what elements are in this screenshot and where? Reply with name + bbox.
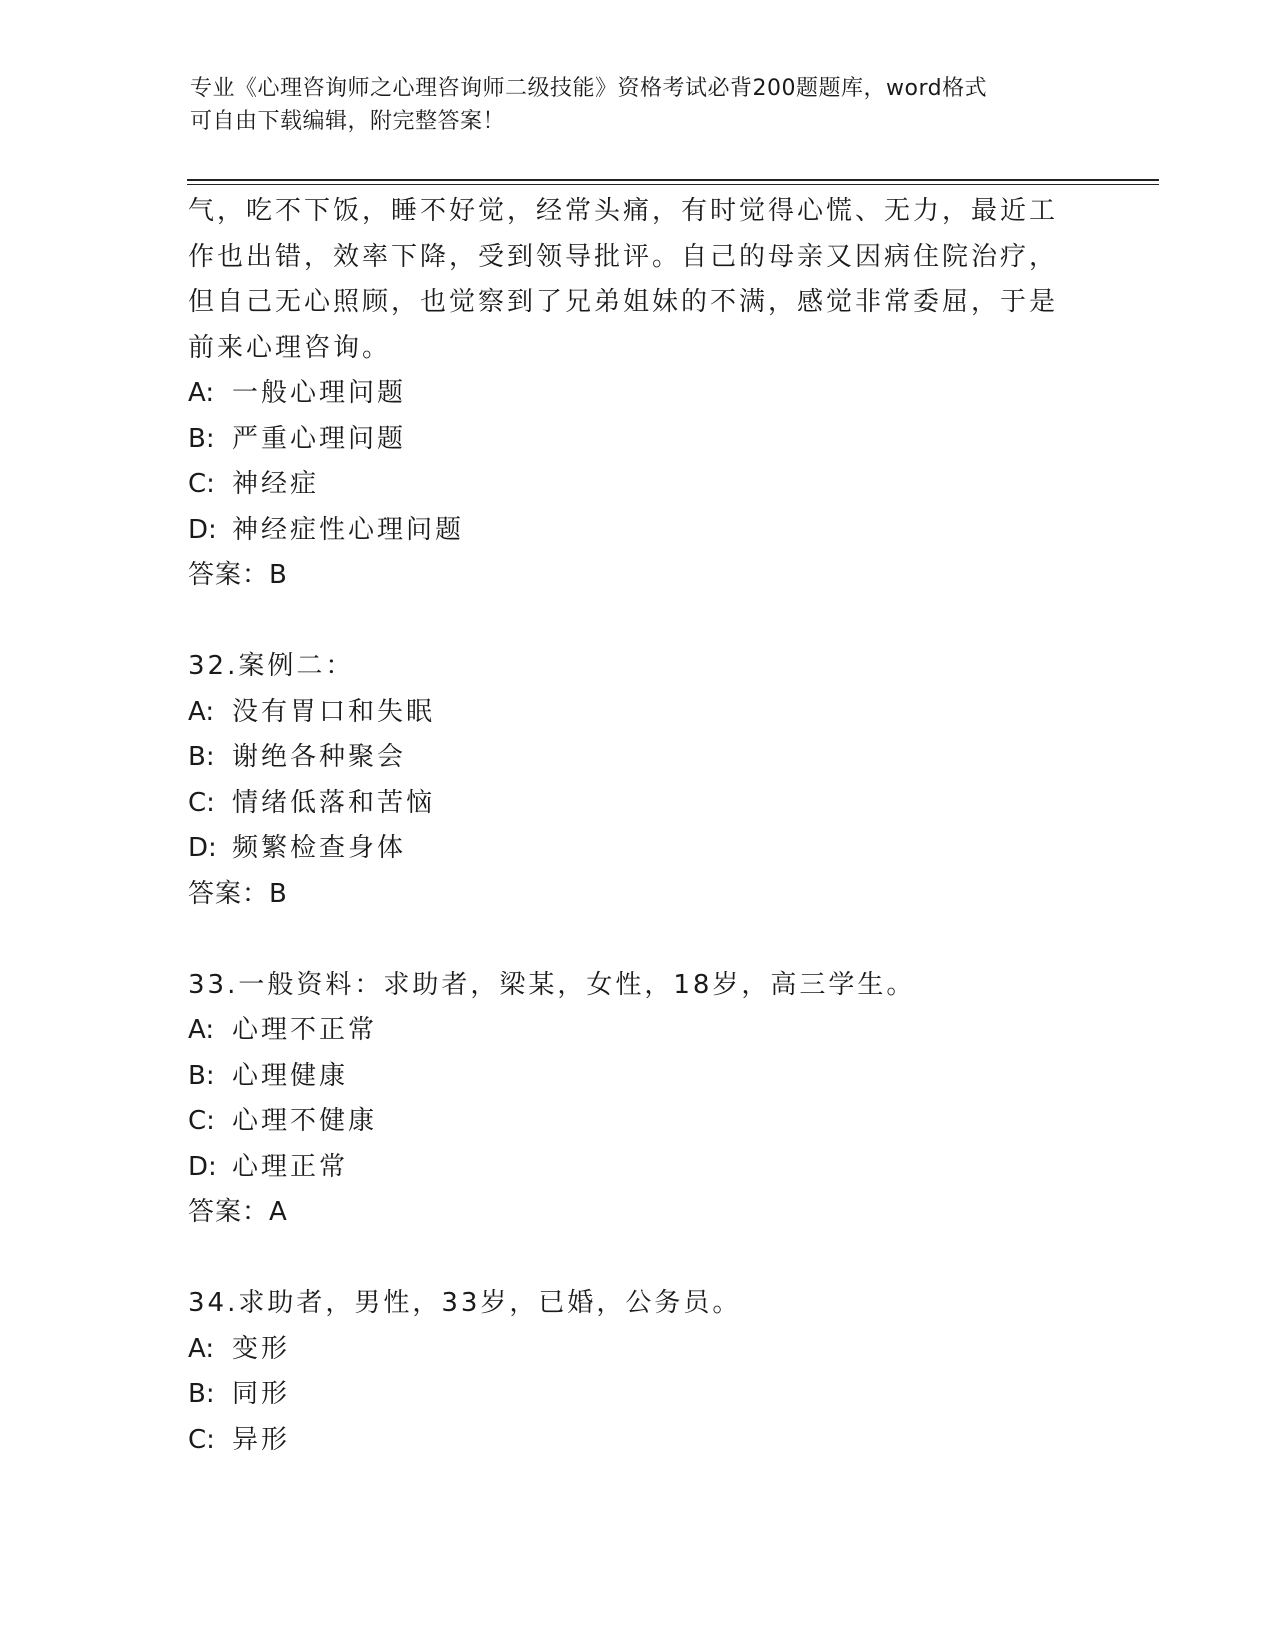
option-c (188, 462, 1088, 508)
option-text: 谢绝各种聚会 (232, 742, 407, 772)
option-letter: C: (188, 469, 215, 499)
option-letter: D: (188, 1151, 217, 1182)
option-c (188, 1099, 1088, 1145)
header-line-1: 专业《心理咨询师之心理咨询师二级技能》资格考试必背200题题库，word格式 (190, 76, 988, 101)
option-c (188, 1418, 1088, 1464)
header-line-2: 可自由下载编辑，附完整答案！ (190, 109, 506, 134)
option-a (188, 1327, 1088, 1373)
option-d (188, 1145, 1088, 1191)
option-letter: D: (188, 833, 217, 863)
option-text: 心理正常 (232, 1151, 349, 1182)
option-b (188, 735, 1088, 781)
option-letter: C: (188, 787, 215, 818)
option-letter: B: (188, 1060, 215, 1091)
option-text: 心理不正常 (232, 1015, 378, 1045)
option-text: 神经症性心理问题 (232, 514, 465, 545)
option-d (188, 826, 1088, 872)
option-b (188, 417, 1088, 463)
option-text: 心理健康 (232, 1060, 349, 1091)
option-d (188, 508, 1088, 554)
question-stem: 34.求助者，男性，33岁，已婚，公务员。 (188, 1288, 742, 1318)
option-letter: A: (188, 1015, 215, 1045)
option-text: 异形 (232, 1424, 291, 1455)
question-stem: 32.案例二： (188, 651, 355, 681)
option-letter: C: (188, 1106, 215, 1136)
option-text: 同形 (232, 1379, 291, 1409)
option-text: 频繁检查身体 (232, 833, 407, 863)
option-text: 一般心理问题 (232, 378, 407, 408)
stem-line: 气，吃不下饭，睡不好觉，经常头痛，有时觉得心慌、无力，最近工 (188, 196, 1059, 226)
option-text: 严重心理问题 (232, 423, 407, 454)
header-rule-thick (187, 179, 1159, 181)
answer-line: 答案：A (188, 1197, 288, 1227)
stem-line: 但自己无心照顾，也觉察到了兄弟姐妹的不满，感觉非常委屈，于是 (188, 287, 1059, 317)
header-rule-thin (187, 184, 1159, 185)
option-letter: A: (188, 696, 215, 727)
option-b (188, 1372, 1088, 1418)
document-header (190, 72, 1070, 138)
option-letter: B: (188, 742, 215, 772)
option-letter: B: (188, 1379, 215, 1409)
option-text: 心理不健康 (232, 1106, 378, 1136)
option-a (188, 1008, 1088, 1054)
option-letter: A: (188, 1333, 215, 1364)
option-a (188, 371, 1088, 417)
option-letter: C: (188, 1424, 215, 1455)
answer-line: 答案：B (188, 560, 288, 590)
question-stem: 33.一般资料：求助者，梁某，女性，18岁，高三学生。 (188, 969, 916, 1000)
option-text: 情绪低落和苦恼 (232, 787, 436, 818)
option-text: 变形 (232, 1333, 291, 1364)
option-letter: B: (188, 423, 215, 454)
stem-line: 作也出错，效率下降，受到领导批评。自己的母亲又因病住院治疗， (188, 241, 1059, 272)
option-c (188, 781, 1088, 827)
option-text: 神经症 (232, 469, 320, 499)
option-text: 没有胃口和失眠 (232, 696, 436, 727)
question-content (188, 189, 1088, 1463)
option-letter: A: (188, 378, 215, 408)
answer-line: 答案：B (188, 878, 288, 909)
option-letter: D: (188, 514, 217, 545)
option-b (188, 1054, 1088, 1100)
stem-line: 前来心理咨询。 (188, 332, 392, 363)
option-a (188, 690, 1088, 736)
